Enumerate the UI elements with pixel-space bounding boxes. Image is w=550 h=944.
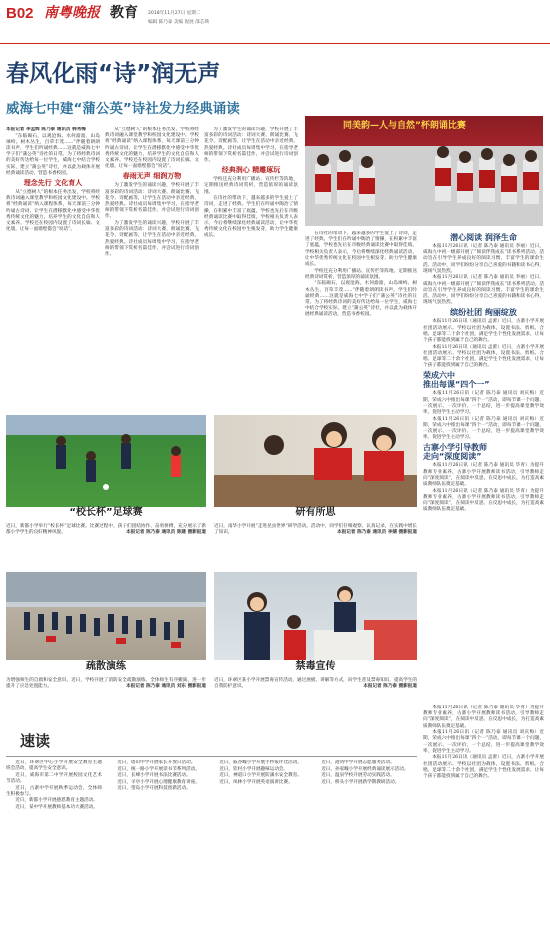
football-byline: 本报记者 陈乃泰 通讯员 陈建 摄影报道: [126, 530, 206, 536]
quick-item-18: 近日，桥头小学开展新学期教研活动。: [321, 779, 400, 785]
brief-title-3: 荣成六中 推出每课“四个一”: [423, 371, 490, 390]
main-article-col3: [204, 127, 298, 405]
antidrug-title: 禁毒宣传: [295, 661, 336, 672]
newspaper-brand: 南粤晚报: [44, 5, 100, 21]
brief-body-4: 本报11月26日讯（记者 陈乃泰 通讯员 毕青）为提升教师专业素养，古寨小学开展教师读书活动，引导教师走向“深度阅读”，在阅读中反思，在反思中成长，为打造高素质教师队伍奠定基础。: [423, 463, 544, 488]
brief-title-1: 潜心阅读 润泽生命: [450, 233, 517, 242]
evacuation-byline: 本报记者 陈乃泰 通讯员 刘东 摄影报道: [126, 684, 206, 690]
section-heading-3: 经典润心 精雕琢玩: [221, 166, 281, 175]
right-briefs-bottom: [423, 705, 544, 937]
quick-item-15: 近日，港湾中学开展志愿服务活动。: [321, 760, 395, 765]
quick-read-title: 速读: [20, 732, 51, 750]
brief-body-1b: 本报11月26日讯（记者 陈乃泰 通讯员 李丽）近日，威海九中初一级部开展了“阅读伴我成长”读书系列活动。活动旨在引导学生养成良好的阅读习惯，丰富学生的课余生活。活动中，同学们纷纷分享自己喜爱的书籍和读书心得，现场气氛热烈。: [423, 275, 544, 306]
brief-tail-2: 本报11月26日讯（记者 陈乃泰 通讯员 刘庆梅）近期，荣成六中推出每课“四个一”活动，即每节课一个问题、一次展示、一次评价、一个总结，进一步提高课堂教学效率，促进学生主动学习。: [423, 730, 544, 754]
quick-item-11: 近日，戚谷疃小学开展手抄报评比活动。: [219, 760, 302, 765]
quick-item-2: 近日，威海市第二中学开展校园文化艺术节活动。: [6, 772, 102, 784]
quick-read-col2: [108, 760, 204, 938]
evacuation-illustration: [6, 572, 206, 660]
evacuation-caption-text: 为增强师生的自救和安全意识，近日，学校开展了消防安全疏散演练，全体师生有序撤离，进一步提升了应急处置能力。: [6, 678, 206, 690]
students-research-illustration: [214, 415, 417, 507]
quick-item-10: 近日，望岛小学开展科技创新活动。: [117, 786, 191, 792]
quick-item-13: 近日，神道口小学开展防溺水安全教育。: [219, 773, 302, 779]
research-caption: [214, 524, 417, 536]
research-byline: 本报记者 陈乃泰 通讯员 李婧 摄影报道: [337, 530, 417, 536]
main-article-col2: [105, 127, 199, 405]
quick-item-9: 近日，羊亭小学开展心理健康教育讲座。: [117, 779, 200, 785]
quick-item-8: 近日，长峰小学开展书法比赛活动。: [117, 773, 191, 779]
article-tail-3: “东临碣石，以观沧海。水何澹澹，山岛竦峙。树木丛生，百草丰茂……”伴随着朗朗读书声，学生们吟诵经典……这就是威海七中学子们“蒲公英”诗社的日常。为了将经典诗词的美好传达给每一位学生，威海七中结合学校实际，建立“蒲公英”诗社，并以此为载体开展经典诵读活动，营造书香校园。: [305, 281, 417, 318]
brief-body-3: 本报11月26日讯（记者 陈乃泰 通讯员 刘庆梅）近期，荣成六中推出每课“四个一”活动，即每节课一个问题、一次展示、一次评价、一个总结，进一步提高课堂教学效率，促进学生主动学习。: [423, 391, 544, 416]
quick-item-3: 近日，古寨中学开展秋季运动会，全体师生积极参与。: [6, 785, 102, 797]
section-heading-2: 春雨无声 细润万物: [122, 172, 182, 181]
quick-item-6: 近日，塔山中学开展家长开放日活动。: [117, 760, 196, 765]
article-tail-1: 在诗社的带动下，越来越多的学生爱上了诗词，走进了经典。学生们在吟诵中陶冶了情操，在积累中丰富了底蕴，学校也先后在市级经典诵读比赛中取得佳绩。学校相关负责人表示，今后将继续深化经典诵读活动，让中华优秀传统文化在校园中生根发芽，助力学生健康成长。: [305, 231, 417, 268]
editor-line: 编辑 陈乃泰 美编 倪展 邵芯瑛: [148, 20, 209, 25]
football-players-illustration: [6, 415, 206, 507]
research-caption-text: 近日，南华小学开展“走进昆虫世界”研学活动。活动中，同学们仔细观察、认真记录，在实践中增长了知识。: [214, 524, 417, 536]
main-title: 春风化雨“诗”润无声: [6, 61, 221, 87]
quick-item-17: 近日，温泉学校开展劳动实践活动。: [321, 773, 395, 779]
right-briefs: [423, 231, 544, 701]
brief-body-2b: 本报11月26日讯（通讯员 孟蕾）近日，古寨小学开展社团活动展示。学校以社团为载体，设置书法、剪纸、合唱、足球等二十余个社团，满足学生个性化发展需求，让每个孩子都能找到属于自己的舞台。: [423, 344, 544, 369]
quick-item-4: 近日，新都小学开展感恩教育主题活动。: [15, 798, 98, 804]
quick-item-1: 近日，环翠区中心小学开展安全教育主题班会活动，提高学生安全意识。: [6, 760, 102, 772]
brief-title-4: 古寨小学引导教师 走向“深度阅读”: [423, 443, 487, 462]
recitation-photo: [305, 116, 543, 226]
football-photo: [6, 415, 206, 507]
quick-item-7: 近日，统一路小学开展读书节系列活动。: [117, 766, 200, 772]
antidrug-caption: [214, 678, 417, 690]
brief-body-3b: 本报11月26日讯（记者 陈乃泰 通讯员 刘庆梅）近期，荣成六中推出每课“四个一”活动，即每节课一个问题、一次展示、一次评价、一个总结，进一步提高课堂教学效率，促进学生主动学习。: [423, 416, 544, 441]
antidrug-photo: [214, 572, 417, 660]
evacuation-title: 疏散演练: [86, 661, 126, 672]
section-name: 教育: [110, 5, 138, 21]
antidrug-caption-text: 近日，环翠区某小学开展禁毒宣传活动，通过展板、讲解等方式，向学生普及禁毒知识，提高学生的自我防护意识。: [214, 678, 417, 690]
evacuation-photo: [6, 572, 206, 660]
football-caption: [6, 524, 206, 536]
main-subtitle: 威海七中建“蒲公英”诗社发力经典诵读: [6, 101, 240, 117]
section-2-text: 为了激发学生的诵读兴趣，学校开展了丰富多彩的诗词活动：诗词大赛、朗诵比赛、飞花令、诗配画等，让学生在活动中亲近经典、热爱经典。诗社成员每周集中学习，在指导老师的带领下赏析名篇佳作，并尝试进行诗词创作。: [105, 183, 199, 220]
antidrug-illustration: [214, 572, 417, 660]
football-caption-text: 近日，新都小学举行“校长杯”足球比赛。比赛过程中，孩子们团结协作、奋勇拼搏，充分展示了新都小学学生的良好精神风貌。: [6, 524, 206, 536]
date-line: 2018年11月27日 星期二: [148, 11, 201, 16]
quick-read-col3: [210, 760, 306, 938]
quick-item-16: 近日，孙家疃小学开展经典诵读展示活动。: [321, 766, 409, 772]
section-1-cont: 从“立德树人”的根本任务出发，学校将经典诗词融入课堂教学和校园文化建设中。学校将“经典诵读”纳入课程体系，每天课前三分钟吟诵古诗词，让学生在潜移默化中感受中华优秀传统文化的魅力，培养学生的文化自信和人文素养。学校还在校园内设置了诗词长廊、文化墙，让每一面墙壁都会“说话”。: [105, 127, 199, 170]
brief-tail-1: 本报11月26日讯（记者 陈乃泰 通讯员 毕青）为提升教师专业素养，古寨小学开展教师读书活动，引导教师走向“深度阅读”，在阅读中反思，在反思中成长，为打造高素质教师队伍奠定基础。: [423, 705, 544, 729]
main-article-col1: [6, 127, 100, 405]
brief-body-1: 本报11月26日讯（记者 陈乃泰 通讯员 李丽）近日，威海九中初一级部开展了“阅读伴我成长”读书系列活动。活动旨在引导学生养成良好的阅读习惯，丰富学生的课余生活。活动中，同学们纷纷分享自己喜爱的书籍和读书心得，现场气氛热烈。: [423, 244, 544, 274]
article-tail-2: 学校还充分利用广播站、宣传栏等阵地，定期推送经典诗词赏析，营造浓厚的诵读氛围。: [305, 268, 417, 280]
antidrug-byline: 本报记者 陈乃泰 摄影报道: [363, 684, 417, 690]
page-number: B02: [6, 5, 34, 22]
brief-body-4b: 本报11月26日讯（记者 陈乃泰 通讯员 毕青）为提升教师专业素养，古寨小学开展教师读书活动，引导教师走向“深度阅读”，在阅读中反思，在反思中成长，为打造高素质教师队伍奠定基础。: [423, 488, 544, 513]
research-photo: [214, 415, 417, 507]
brief-tail-3: 本报11月26日讯（通讯员 孟蕾）近日，古寨小学开展社团活动展示。学校以社团为载体，设置书法、剪纸、合唱、足球等二十余个社团，满足学生个性化发展需求，让每个孩子都能找到属于自己的舞台。: [423, 755, 544, 780]
section-3-cont: 在诗社的带动下，越来越多的学生爱上了诗词，走进了经典。学生们在吟诵中陶冶了情操，在积累中丰富了底蕴，学校也先后在市级经典诵读比赛中取得佳绩。学校相关负责人表示，今后将继续深化经典诵读活动，让中华优秀传统文化在校园中生根发芽，助力学生健康成长。: [204, 196, 298, 239]
main-article-col4: [305, 231, 417, 409]
quick-item-14: 近日，凤林小学开展英语演讲比赛。: [219, 779, 293, 785]
research-title: 研有所思: [295, 507, 336, 518]
football-title: “校长杯”足球赛: [69, 507, 143, 518]
brief-body-2: 本报11月26日讯（通讯员 孟蕾）近日，古寨小学开展社团活动展示。学校以社团为载体，设置书法、剪纸、合唱、足球等二十余个社团，满足学生个性化发展需求，让每个孩子都能找到属于自己的舞台。: [423, 319, 544, 344]
photo-banner-text: 同美韵—人与自然”杯朗诵比赛: [343, 121, 466, 131]
section-2-cont: 为了激发学生的诵读兴趣，学校开展了丰富多彩的诗词活动：诗词大赛、朗诵比赛、飞花令、诗配画等，让学生在活动中亲近经典、热爱经典。诗社成员每周集中学习，在指导老师的带领下赏析名篇佳作，并尝试进行诗词创作。: [105, 221, 199, 258]
section-2-more: 为了激发学生的诵读兴趣，学校开展了丰富多彩的诗词活动：诗词大赛、朗诵比赛、飞花令、诗配画等，让学生在活动中亲近经典、热爱经典。诗社成员每周集中学习，在指导老师的带领下赏析名篇佳作，并尝试进行诗词创作。: [204, 127, 298, 164]
quick-read-rule: [6, 756, 417, 757]
students-illustration: [305, 146, 543, 226]
quick-read-col4: [312, 760, 417, 938]
quick-read-col1: [6, 760, 102, 938]
brief-title-2: 缤纷社团 绚丽绽放: [450, 308, 517, 318]
article-intro: “东临碣石，以观沧海。水何澹澹，山岛竦峙。树木丛生，百草丰茂……”伴随着朗朗读书声，学生们吟诵经典……这就是威海七中学子们“蒲公英”诗社的日常。为了将经典诗词的美好传达给每一位学生，威海七中结合学校实际，建立“蒲公英”诗社，并以此为载体开展经典诵读活动，营造书香校园。: [6, 133, 100, 176]
section-heading-1: 理念先行 文化育人: [23, 179, 83, 188]
evacuation-caption: [6, 678, 206, 690]
quick-item-5: 近日，某中学开展教师基本功大赛活动。: [15, 804, 98, 810]
section-3-text: 学校还充分利用广播站、宣传栏等阵地，定期推送经典诗词赏析，营造浓厚的诵读氛围。: [204, 177, 298, 195]
quick-item-12: 近日，钦村小学开展趣味运动会。: [219, 766, 289, 772]
section-1-text: 从“立德树人”的根本任务出发，学校将经典诗词融入课堂教学和校园文化建设中。学校将“经典诵读”纳入课程体系，每天课前三分钟吟诵古诗词，让学生在潜移默化中感受中华优秀传统文化的魅力，培养学生的文化自信和人文素养。学校还在校园内设置了诗词长廊、文化墙，让每一面墙壁都会“说话”。: [6, 190, 100, 233]
article-byline: 本报记者 李孟辉 陈乃泰 通讯员 韩秀梅: [6, 127, 86, 132]
page-header: [0, 0, 550, 44]
